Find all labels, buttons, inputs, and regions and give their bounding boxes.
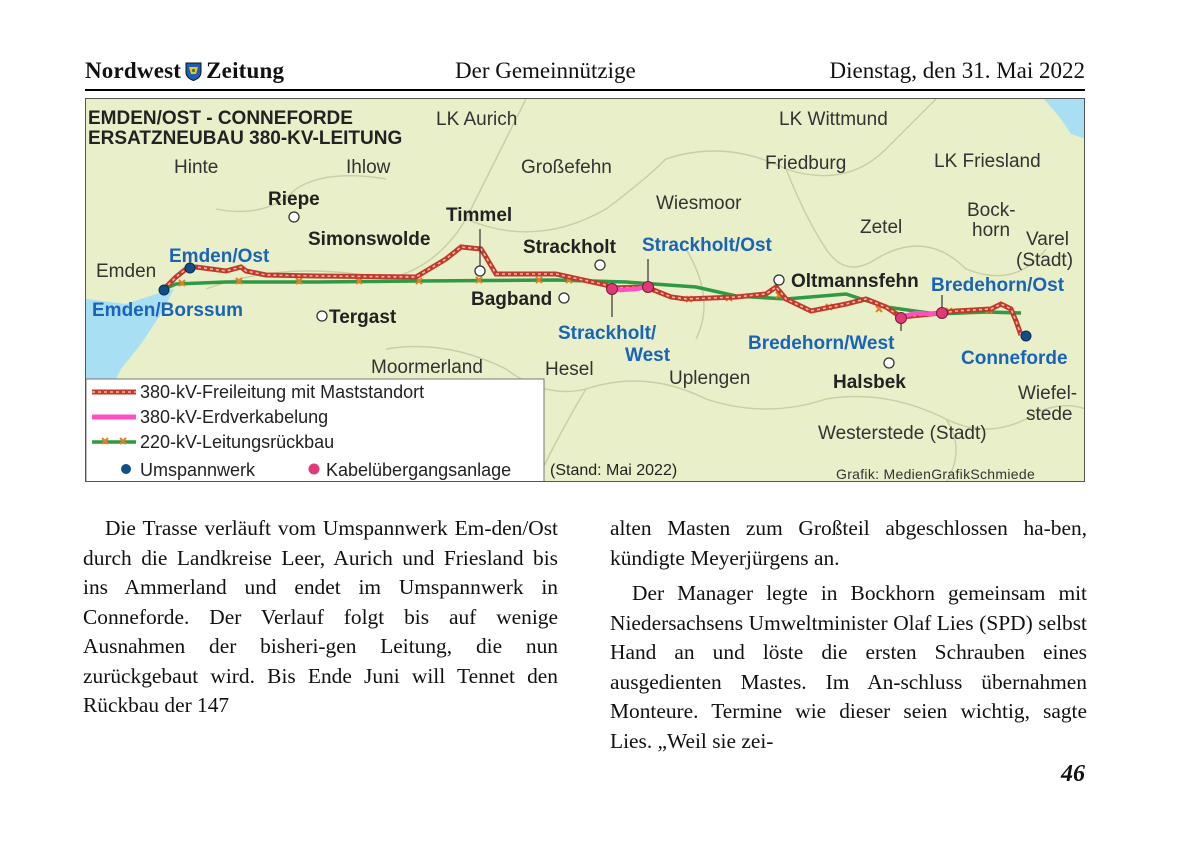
marker-tergast: [317, 311, 327, 321]
label-strackholt: Strackholt: [523, 237, 616, 258]
marker-bagband: [559, 293, 569, 303]
label-bockhorn-1: Bock-: [967, 200, 1016, 221]
label-varel-2: (Stadt): [1016, 250, 1074, 271]
newspaper-brand: [85, 58, 284, 84]
substation-emden-borssum: [159, 285, 169, 295]
newspaper-header: [85, 58, 1085, 92]
label-strackholt-west-2: West: [625, 345, 671, 366]
legend-swatch-transition: [309, 464, 320, 475]
label-ihlow: Ihlow: [346, 157, 391, 178]
map-title-line1: EMDEN/OST - CONNEFORDE: [88, 108, 353, 129]
crest-icon: [185, 62, 202, 81]
label-bockhorn-2: horn: [972, 220, 1011, 241]
issue-date: Dienstag, den 31. Mai 2022: [829, 58, 1085, 83]
label-moormerland: Moormerland: [371, 357, 483, 378]
label-halsbek: Halsbek: [833, 372, 906, 393]
marker-riepe: [289, 212, 299, 222]
transition-strackholt-ost: [643, 282, 654, 293]
route-map-svg: [86, 99, 1085, 482]
label-bredehorn-ost: Bredehorn/Ost: [931, 275, 1065, 296]
label-oltmannsfehn: Oltmannsfehn: [791, 271, 919, 292]
label-tergast: Tergast: [329, 307, 397, 328]
label-timmel: Timmel: [446, 205, 513, 226]
article-paragraph: alten Masten zum Großteil abgeschlossen ha-ben, kündigte Meyerjürgens an.: [610, 516, 1087, 570]
transition-strackholt-west: [607, 284, 618, 295]
article-paragraph: Der Manager legte in Bockhorn gemeinsam mit Niedersachsens Umweltminister Olaf Lies (SPD) selbst Hand an und löste die ersten Schrauben eines ausgedienten Mastes. Im An-schluss übernahmen Monteure. Termine wie dieser seien wichtig, sagte Lies. „Weil sie zei-: [610, 581, 1087, 753]
marker-oltmannsfehn: [774, 275, 784, 285]
header-rule: [85, 89, 1085, 91]
label-emden-borssum: Emden/Borssum: [92, 300, 243, 321]
label-hesel: Hesel: [545, 359, 594, 380]
map-title-line2: ERSATZNEUBAU 380-KV-LEITUNG: [88, 128, 403, 149]
label-wiesmoor: Wiesmoor: [656, 193, 742, 214]
label-uplengen: Uplengen: [669, 368, 751, 389]
marker-strackholt: [595, 260, 605, 270]
label-conneforde: Conneforde: [961, 348, 1068, 369]
legend-label-cable: 380-kV-Erdverkabelung: [140, 407, 329, 427]
label-strackholt-ost: Strackholt/Ost: [642, 235, 772, 256]
article-paragraph: Die Trasse verläuft vom Umspannwerk Em-den/Ost durch die Landkreise Leer, Aurich und Friesland bis ins Ammerland und endet im Umspannwerk in Conneforde. Der Verlauf folgt bis auf wenige Ausnahmen der bisheri-gen Leitung, die nun zurückgebaut wird. Bis Ende Juni will Tennet den Rückbau der 147: [83, 516, 558, 717]
marker-timmel: [475, 266, 485, 276]
label-friedburg: Friedburg: [765, 153, 847, 174]
label-riepe: Riepe: [268, 189, 320, 210]
label-simonswolde: Simonswolde: [308, 229, 431, 250]
legend-label-380: 380-kV-Freileitung mit Maststandort: [140, 382, 425, 402]
legend-label-substation: Umspannwerk: [140, 460, 256, 480]
legend-swatch-substation: [121, 464, 131, 474]
label-westerstede: Westerstede (Stadt): [818, 423, 987, 444]
map-legend: [86, 379, 544, 482]
label-bagband: Bagband: [471, 289, 553, 310]
brand-left: Nordwest: [85, 58, 182, 83]
article-column-1: [83, 514, 558, 721]
label-varel-1: Varel: [1026, 229, 1069, 250]
label-lk-friesland: LK Friesland: [934, 151, 1041, 172]
label-bredehorn-west: Bredehorn/West: [748, 333, 895, 354]
label-wiefelstede-1: Wiefel-: [1018, 383, 1078, 404]
newspaper-subtitle: Der Gemeinnützige: [455, 58, 636, 83]
page-number: 46: [1061, 761, 1085, 787]
label-zetel: Zetel: [860, 217, 903, 238]
substation-conneforde: [1021, 331, 1031, 341]
label-lk-aurich: LK Aurich: [436, 109, 518, 130]
marker-halsbek: [884, 358, 894, 368]
route-map: [85, 98, 1085, 482]
label-emden: Emden: [96, 261, 157, 282]
label-lk-wittmund: LK Wittmund: [779, 109, 888, 130]
label-emden-ost: Emden/Ost: [169, 246, 270, 267]
map-credit: Grafik: MedienGrafikSchmiede: [836, 466, 1036, 482]
map-status: (Stand: Mai 2022): [550, 462, 678, 479]
label-wiefelstede-2: stede: [1026, 404, 1073, 425]
label-hinte: Hinte: [174, 157, 219, 178]
transition-bredehorn-ost: [937, 308, 948, 319]
label-grossefehn: Großefehn: [521, 157, 612, 178]
legend-label-220: 220-kV-Leitungsrückbau: [140, 432, 335, 452]
brand-right: Zeitung: [206, 58, 285, 83]
article-column-2: [610, 514, 1087, 756]
transition-bredehorn-west: [896, 313, 907, 324]
legend-label-transition: Kabelübergangsanlage: [326, 460, 512, 480]
label-strackholt-west-1: Strackholt/: [558, 323, 657, 344]
